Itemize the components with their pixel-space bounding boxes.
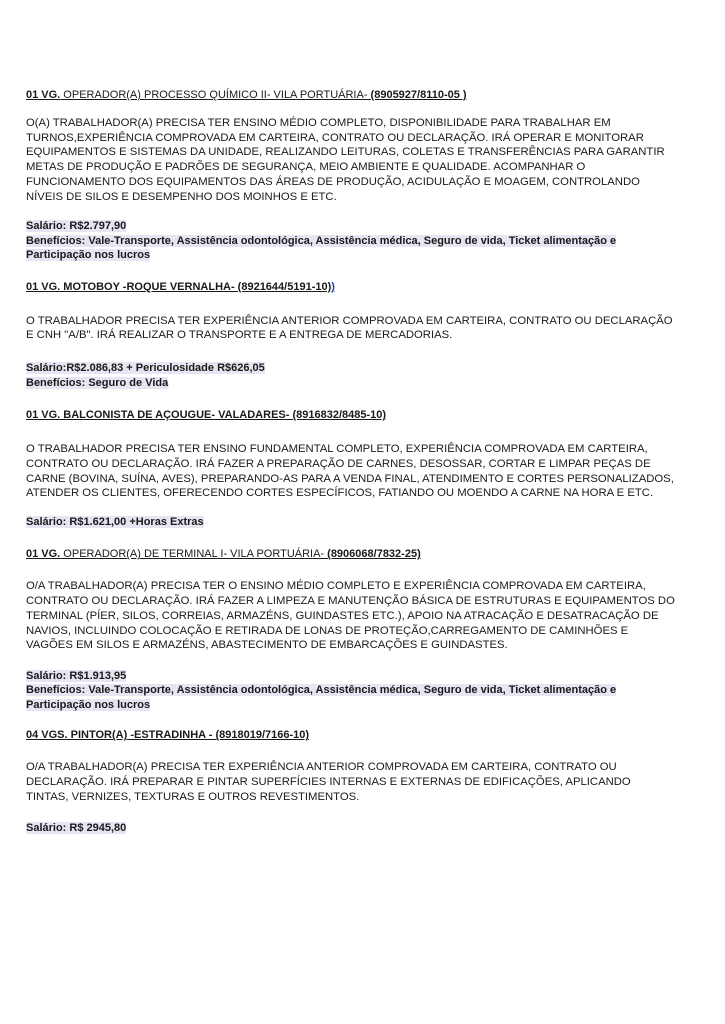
job-role: OPERADOR(A) DE TERMINAL I- VILA PORTUÁRIA- xyxy=(60,548,328,561)
job-benefits: Benefícios: Vale-Transporte, Assistência odontológica, Assistência médica, Seguro de vida, Ticket alimentação e Participação nos lucros xyxy=(26,234,617,262)
job-salary: Salário: R$ 2945,80 xyxy=(26,821,127,834)
job-salary: Salário: R$1.621,00 +Horas Extras xyxy=(26,515,204,528)
job-listing-1 xyxy=(26,88,676,263)
job-title xyxy=(26,280,676,294)
job-listings xyxy=(26,88,676,852)
job-title xyxy=(26,547,676,561)
job-compensation xyxy=(26,515,676,530)
job-compensation xyxy=(26,361,676,390)
job-role: OPERADOR(A) PROCESSO QUÍMICO II- VILA PORTUÁRIA- xyxy=(60,89,371,101)
job-vacancy-count: 01 VG. xyxy=(26,89,61,101)
job-listing-4 xyxy=(26,547,676,712)
job-compensation xyxy=(26,219,676,263)
job-salary: Salário: R$1.913,95 xyxy=(26,669,127,682)
job-listing-2 xyxy=(26,280,676,390)
job-description: O/A TRABALHADOR(A) PRECISA TER O ENSINO MÉDIO COMPLETO E EXPERIÊNCIA COMPROVADA EM CARTEIRA, CONTRATO OU DECLARAÇÃO. IRÁ FAZER A LIMPEZA E MANUTENÇÃO BÁSICA DE ESTRUTURAS E EQUIPAMENTOS DO TERMINAL (PÍER, SILOS, CORREIAS, ARMAZÉNS, GUINDASTES ETC.), APOIO NA ATRACAÇÃO E DESATRACAÇÃO DE NAVIOS, INCLUINDO COLOCAÇÃO E RETIRADA DE LONAS DE PROTEÇÃO,CARREGAMENTO DE CAMINHÕES E VAGÕES EM SILOS E ARMAZÉNS, ABASTECIMENTO DE EMBARCAÇÕES E GUINDASTES. xyxy=(26,580,675,652)
job-title: 04 VGS. PINTOR(A) -ESTRADINHA - (8918019/7166-10) xyxy=(26,729,310,742)
job-benefits: Benefícios: Seguro de Vida xyxy=(26,376,169,389)
job-listing-3 xyxy=(26,408,676,529)
job-description: O TRABALHADOR PRECISA TER EXPERIÊNCIA ANTERIOR COMPROVADA EM CARTEIRA, CONTRATO OU DECLARAÇÃO E CNH "A/B". IRÁ REALIZAR O TRANSPORTE E A ENTREGA DE MERCADORIAS. xyxy=(26,314,673,342)
job-title-text: 01 VG. MOTOBOY -ROQUE VERNALHA- (8921644/5191-10) xyxy=(26,280,332,293)
job-compensation xyxy=(26,821,676,836)
job-description: O/A TRABALHADOR(A) PRECISA TER EXPERIÊNCIA ANTERIOR COMPROVADA EM CARTEIRA, CONTRATO OU DECLARAÇÃO. IRÁ PREPARAR E PINTAR SUPERFÍCIES INTERNAS E EXTERNAS DE EDIFICAÇÕES, APLICANDO TINTAS, VERNIZES, TEXTURAS E OUTROS REVESTIMENTOS. xyxy=(26,761,631,803)
job-description: O(A) TRABALHADOR(A) PRECISA TER ENSINO MÉDIO COMPLETO, DISPONIBILIDADE PARA TRABALHAR EM TURNOS,EXPERIÊNCIA COMPROVADA EM CARTEIRA, CONTRATO OU DECLARAÇÃO. IRÁ OPERAR E MONITORAR EQUIPAMENTOS E SISTEMAS DA UNIDADE, REALIZANDO LEITURAS, COLETAS E TRANSFERÊNCIAS PARA GARANTIR METAS DE PRODUÇÃO E PADRÕES DE SEGURANÇA, MEIO AMBIENTE E QUALIDADE. ACOMPANHAR O FUNCIONAMENTO DOS EQUIPAMENTOS DAS ÁREAS DE PRODUÇÃO, ACIDULAÇÃO E MOAGEM, CONTROLANDO NÍVEIS DE SILOS E DESEMPENHO DOS MOINHOS E ETC. xyxy=(26,117,665,203)
job-code: (8906068/7832-25) xyxy=(327,548,421,561)
job-description: O TRABALHADOR PRECISA TER ENSINO FUNDAMENTAL COMPLETO, EXPERIÊNCIA COMPROVADA EM CARTEIRA, CONTRATO OU DECLARAÇÃO. IRÁ FAZER A PREPARAÇÃO DE CARNES, DESOSSAR, CORTAR E LIMPAR PEÇAS DE CARNE (BOVINA, SUÍNA, AVES), PREPARANDO-AS PARA A VENDA FINAL, ATENDIMENTO E CORTES PERSONALIZADOS, ATENDER OS CLIENTES, OFERECENDO CORTES ESPECÍFICOS, FATIANDO OU MOENDO A CARNE NA HORA E ETC. xyxy=(26,443,674,500)
job-salary: Salário: R$2.797,90 xyxy=(26,220,127,233)
job-benefits: Benefícios: Vale-Transporte, Assistência odontológica, Assistência médica, Seguro de vida, Ticket alimentação e Participação nos lucros xyxy=(26,684,617,711)
job-vacancy-count: 01 VG. xyxy=(26,548,61,561)
job-listing-5 xyxy=(26,728,676,835)
job-title xyxy=(26,88,676,102)
job-compensation xyxy=(26,669,676,713)
job-salary: Salário:R$2.086,83 + Periculosidade R$626,05 xyxy=(26,362,265,375)
job-title-extra: ) xyxy=(331,280,335,293)
job-code: (8905927/8110-05 ) xyxy=(370,89,467,101)
job-title: 01 VG. BALCONISTA DE AÇOUGUE- VALADARES- (8916832/8485-10) xyxy=(26,409,387,422)
